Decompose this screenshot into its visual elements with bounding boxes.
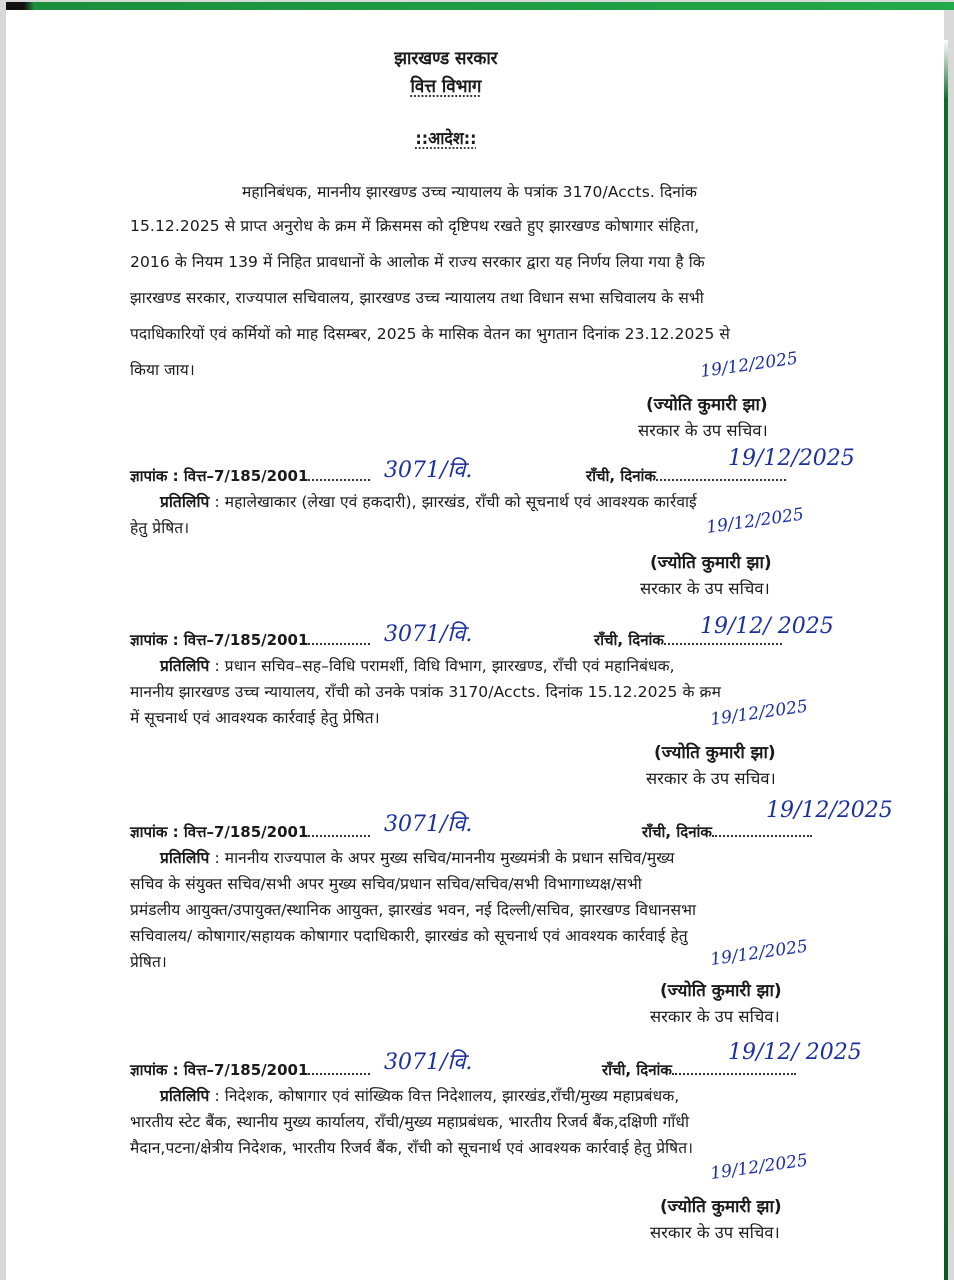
signatory-name: (ज्योति कुमारी झा) [646, 395, 768, 415]
government-heading: झारखण्ड सरकार [394, 48, 498, 69]
handwritten-letter-number: 3071/वि. [384, 1050, 473, 1075]
order-line: 15.12.2025 से प्राप्त अनुरोध के क्रम में क्रिसमस को दृष्टिपथ रखते हुए झारखण्ड कोषागार संहिता, [130, 217, 700, 235]
handwritten-signature: 19/12/2025 [709, 696, 810, 730]
copy-label: प्रतिलिपि [160, 849, 210, 867]
memo-ref-number: ज्ञापांक : वित्त–7/185/2001 [130, 467, 309, 485]
place-date-label: राँची, दिनांक [586, 467, 656, 485]
memo-ref-number: ज्ञापांक : वित्त–7/185/2001 [130, 631, 309, 649]
copy-label: प्रतिलिपि [160, 493, 210, 511]
copy-line: : प्रधान सचिव–सह–विधि परामर्शी, विधि विभाग, झारखण्ड, राँची एवं महानिबंधक, [214, 657, 675, 675]
order-line: महानिबंधक, माननीय झारखण्ड उच्च न्यायालय के पत्रांक 3170/Accts. दिनांक [242, 183, 697, 201]
handwritten-signature: 19/12/2025 [709, 936, 810, 970]
right-green-border [944, 40, 948, 1280]
place-date-label: राँची, दिनांक [642, 823, 712, 841]
top-green-border [6, 2, 954, 10]
copy-line: प्रेषित। [130, 953, 167, 971]
copy-line: सचिव के संयुक्त सचिव/सभी अपर मुख्य सचिव/प्रधान सचिव/सचिव/सभी विभागाध्यक्ष/सभी [130, 875, 642, 893]
signatory-name: (ज्योति कुमारी झा) [660, 981, 782, 1001]
department-heading: वित्त विभाग [410, 76, 482, 97]
copy-line: : माननीय राज्यपाल के अपर मुख्य सचिव/माननीय मुख्यमंत्री के प्रधान सचिव/मुख्य [214, 849, 675, 867]
copy-line: हेतु प्रेषित। [130, 519, 190, 537]
place-date-label: राँची, दिनांक [602, 1061, 672, 1079]
signatory-designation: सरकार के उप सचिव। [650, 1007, 780, 1026]
copy-line: सचिवालय/ कोषागार/सहायक कोषागार पदाधिकारी, झारखंड को सूचनार्थ एवं आवश्यक कार्रवाई हेतु [130, 927, 688, 945]
signatory-designation: सरकार के उप सचिव। [638, 421, 768, 440]
handwritten-signature: 19/12/2025 [699, 348, 800, 382]
copy-line: मैदान,पटना/क्षेत्रीय निदेशक, भारतीय रिजर्व बैंक, राँची को सूचनार्थ एवं आवश्यक कार्रवाई हेतु प्रेषित। [130, 1139, 694, 1157]
order-line: पदाधिकारियों एवं कर्मियों को माह दिसम्बर, 2025 के मासिक वेतन का भुगतान दिनांक 23.12.2025 से [130, 325, 731, 343]
order-line: 2016 के नियम 139 में निहित प्रावधानों के आलोक में राज्य सरकार द्वारा यह निर्णय लिया गया है कि [130, 253, 705, 271]
copy-line: प्रमंडलीय आयुक्त/उपायुक्त/स्थानिक आयुक्त, झारखंड भवन, नई दिल्ली/सचिव, झारखण्ड विधानसभा [130, 901, 697, 919]
handwritten-signature: 19/12/2025 [709, 1150, 810, 1184]
signatory-designation: सरकार के उप सचिव। [650, 1223, 780, 1242]
handwritten-date: 19/12/ 2025 [700, 614, 834, 639]
order-line: किया जाय। [130, 361, 195, 379]
handwritten-signature: 19/12/2025 [705, 504, 806, 538]
handwritten-letter-number: 3071/वि. [384, 622, 473, 647]
copy-label: प्रतिलिपि [160, 657, 210, 675]
order-line: झारखण्ड सरकार, राज्यपाल सचिवालय, झारखण्ड उच्च न्यायालय तथा विधान सभा सचिवालय के सभी [130, 289, 704, 307]
order-title: ::आदेश:: [415, 129, 477, 149]
copy-line: : निदेशक, कोषागार एवं सांख्यिक वित्त निदेशालय, झारखंड,राँची/मुख्य महाप्रबंधक, [214, 1087, 680, 1105]
signatory-name: (ज्योति कुमारी झा) [654, 743, 776, 763]
copy-line: भारतीय स्टेट बैंक, स्थानीय मुख्य कार्यालय, राँची/मुख्य महाप्रबंधक, भारतीय रिजर्व बैंक,दक्षिणी गाँधी [130, 1113, 690, 1131]
signatory-name: (ज्योति कुमारी झा) [650, 553, 772, 573]
copy-line: में सूचनार्थ एवं आवश्यक कार्रवाई हेतु प्रेषित। [130, 709, 380, 727]
copy-line: माननीय झारखण्ड उच्च न्यायालय, राँची को उनके पत्रांक 3170/Accts. दिनांक 15.12.2025 के क्रम [130, 683, 721, 701]
handwritten-date: 19/12/2025 [728, 446, 855, 471]
signatory-designation: सरकार के उप सचिव। [640, 579, 770, 598]
handwritten-date: 19/12/2025 [766, 798, 893, 823]
handwritten-letter-number: 3071/वि. [384, 812, 473, 837]
signatory-name: (ज्योति कुमारी झा) [660, 1197, 782, 1217]
document-page [6, 10, 944, 1280]
handwritten-date: 19/12/ 2025 [728, 1040, 862, 1065]
copy-line: : महालेखाकार (लेखा एवं हकदारी), झारखंड, राँची को सूचनार्थ एवं आवश्यक कार्रवाई [214, 493, 697, 511]
copy-label: प्रतिलिपि [160, 1087, 210, 1105]
signatory-designation: सरकार के उप सचिव। [646, 769, 776, 788]
handwritten-letter-number: 3071/वि. [384, 458, 473, 483]
memo-ref-number: ज्ञापांक : वित्त–7/185/2001 [130, 1061, 309, 1079]
memo-ref-number: ज्ञापांक : वित्त–7/185/2001 [130, 823, 309, 841]
place-date-label: राँची, दिनांक [594, 631, 664, 649]
